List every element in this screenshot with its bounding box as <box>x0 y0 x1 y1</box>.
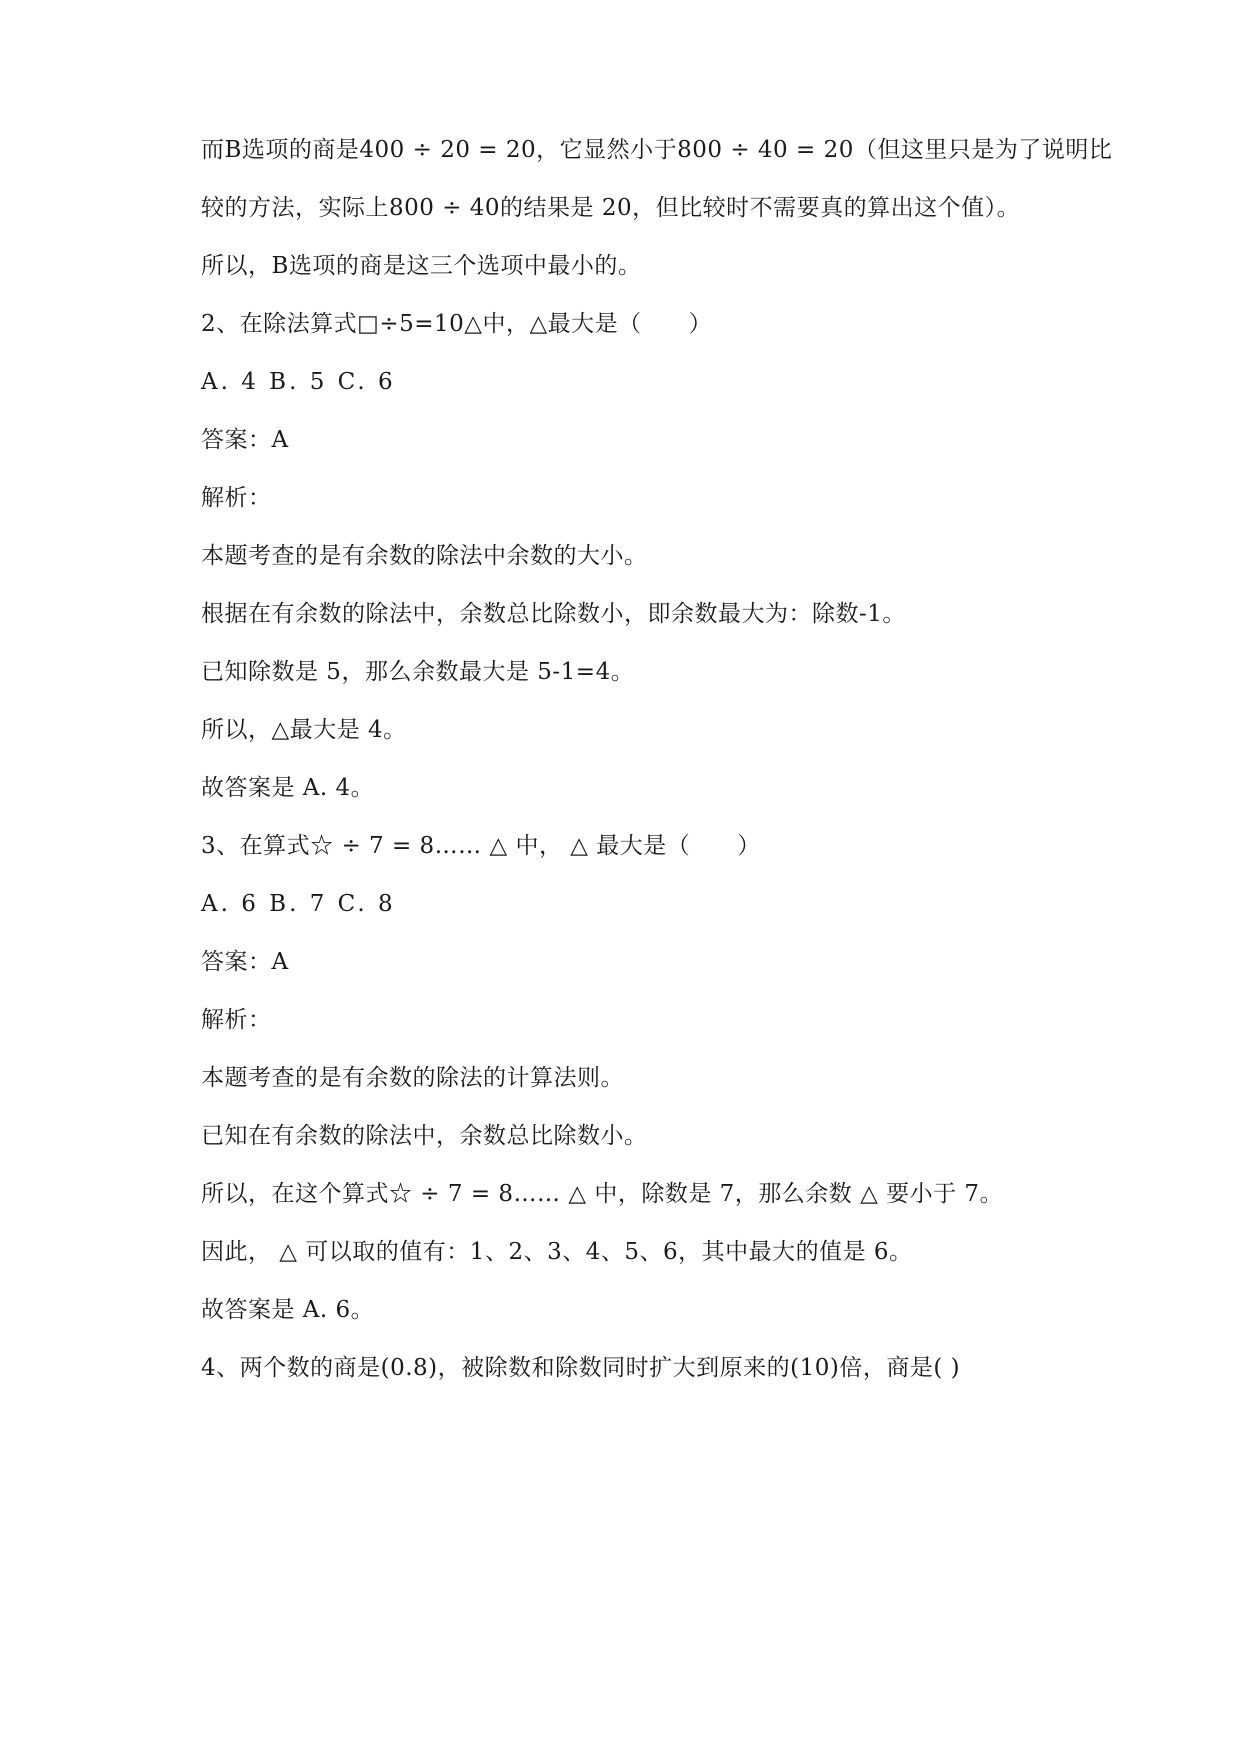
text-line-8: 本题考查的是有余数的除法中余数的大小。 <box>201 543 648 569</box>
text-line-1: 而B选项的商是400 ÷ 20 = 20，它显然小于800 ÷ 40 = 20（但这里只是为了说明比 <box>201 137 1113 163</box>
text-line-9: 根据在有余数的除法中，余数总比除数小，即余数最大为：除数-1。 <box>201 601 906 627</box>
text-line-18: 已知在有余数的除法中，余数总比除数小。 <box>201 1123 648 1149</box>
question-3-analysis-heading: 解析： <box>201 1007 272 1033</box>
question-2: 2、在除法算式□÷5=10△中，△最大是（ ） <box>201 311 713 337</box>
text-line-17: 本题考查的是有余数的除法的计算法则。 <box>201 1065 624 1091</box>
text-line-3: 所以，B选项的商是这三个选项中最小的。 <box>201 253 642 279</box>
question-2-analysis-heading: 解析： <box>201 485 272 511</box>
question-3: 3、在算式☆ ÷ 7 = 8…… △ 中， △ 最大是（ ） <box>201 833 761 859</box>
question-3-options: A. 6 B. 7 C. 8 <box>201 891 396 917</box>
question-3-conclusion: 故答案是 A. 6。 <box>201 1297 375 1323</box>
question-2-answer: 答案：A <box>201 427 289 453</box>
question-4: 4、两个数的商是(0.8)，被除数和除数同时扩大到原来的(10)倍，商是( ) <box>201 1355 961 1381</box>
text-line-19: 所以，在这个算式☆ ÷ 7 = 8…… △ 中，除数是 7，那么余数 △ 要小于 7。 <box>201 1181 1004 1207</box>
question-2-conclusion: 故答案是 A. 4。 <box>201 775 375 801</box>
text-line-10: 已知除数是 5，那么余数最大是 5-1=4。 <box>201 659 635 685</box>
text-line-20: 因此， △ 可以取的值有：1、2、3、4、5、6，其中最大的值是 6。 <box>201 1239 913 1265</box>
text-line-2: 较的方法，实际上800 ÷ 40的结果是 20，但比较时不需要真的算出这个值）。 <box>201 195 1021 221</box>
question-2-options: A. 4 B. 5 C. 6 <box>201 369 396 395</box>
question-3-answer: 答案：A <box>201 949 289 975</box>
text-line-11: 所以，△最大是 4。 <box>201 717 407 743</box>
